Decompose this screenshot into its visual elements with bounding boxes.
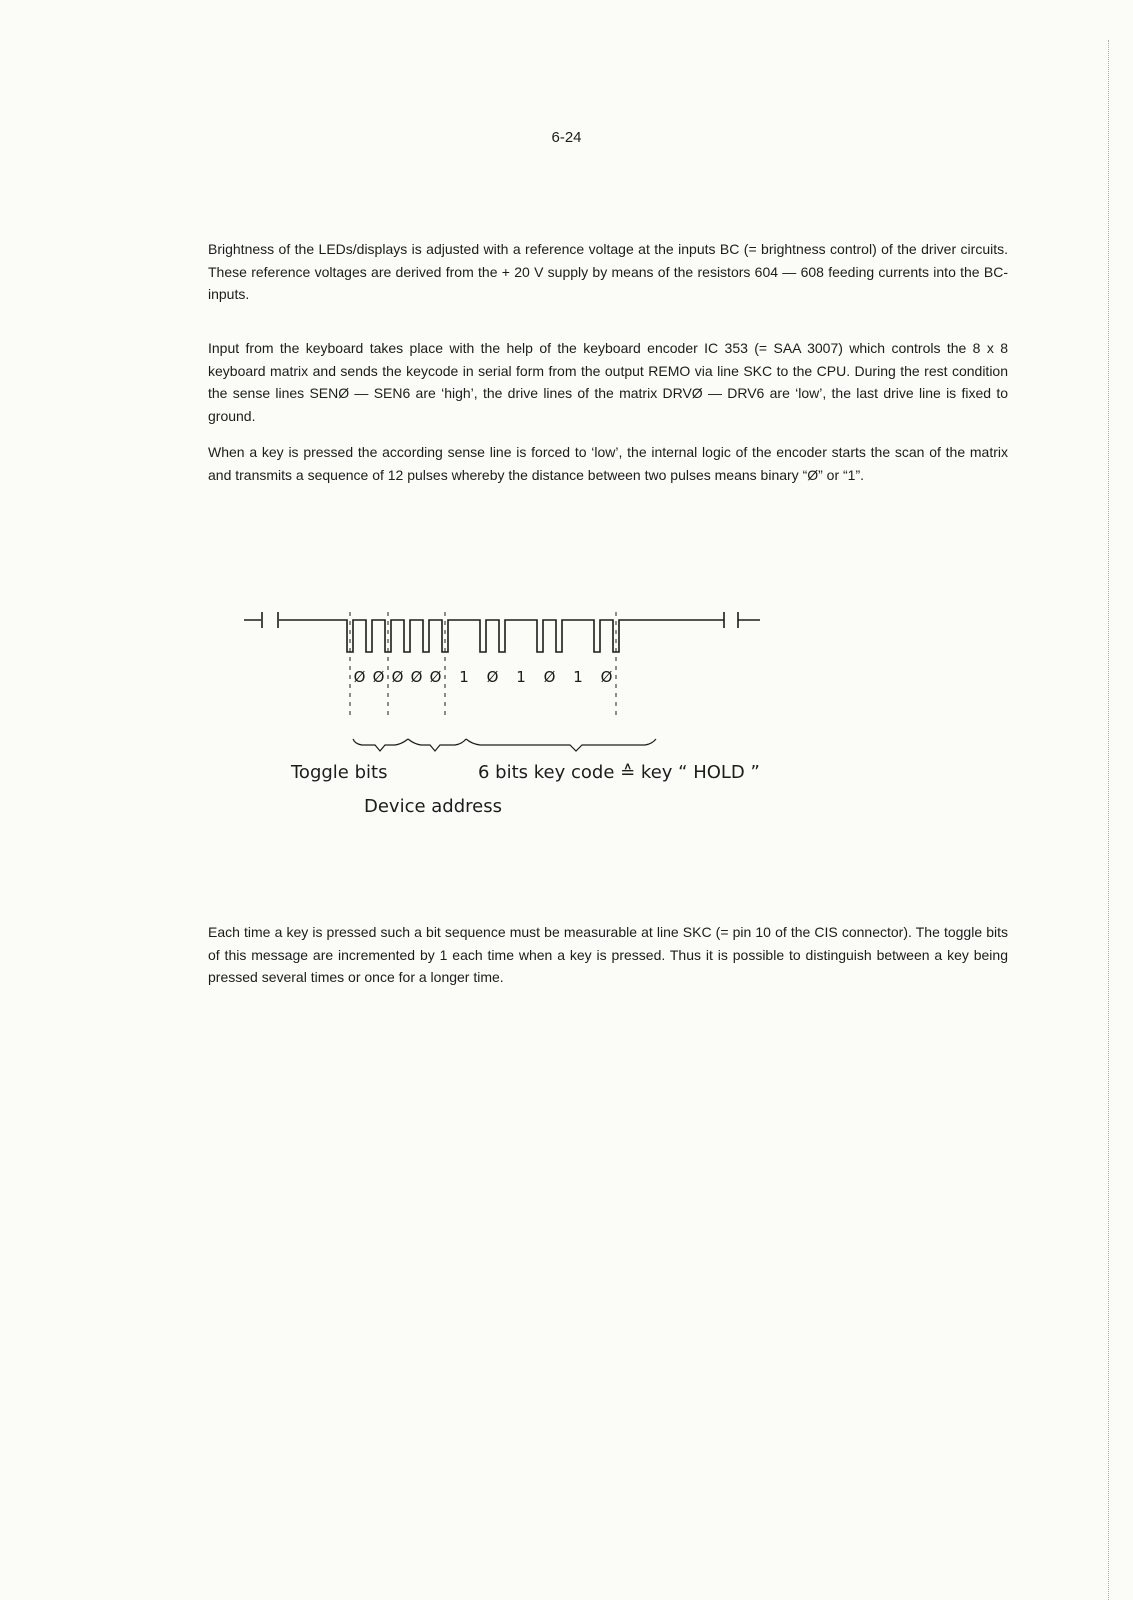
toggle-bracket <box>353 739 408 751</box>
group-brackets <box>353 739 656 751</box>
bit-label: Ø <box>372 668 385 686</box>
bit-label: Ø <box>410 668 423 686</box>
bit-label: 1 <box>516 668 526 686</box>
bit-label: Ø <box>543 668 556 686</box>
bit-label: 1 <box>573 668 583 686</box>
paragraph-keyboard-input: Input from the keyboard takes place with the help of the keyboard encoder IC 353 (= SAA 3007) which controls the 8 x 8 keyboard matrix and sends the keycode in serial form from the output REMO via line SKC to the CPU. During the rest condition the sense lines SENØ — SEN6 are ‘high’, the drive lines of the matrix DRVØ — DRV6 are ‘low’, the last drive line is fixed to ground. <box>208 340 1008 424</box>
toggle-bits-label: Toggle bits <box>291 762 388 783</box>
pulse-waveform <box>244 612 760 718</box>
pulse-train <box>244 620 760 652</box>
device-bracket <box>408 739 466 751</box>
bit-label: 1 <box>459 668 469 686</box>
paragraph-toggle-bits: Each time a key is pressed such a bit sequence must be measurable at line SKC (= pin 10 of the CIS connector). The toggle bits of this message are incremented by 1 each time when a key is pressed. Thus it is possible to distinguish between a key being pressed several times or once for a longer time. <box>208 924 1008 985</box>
paragraph-brightness: Brightness of the LEDs/displays is adjusted with a reference voltage at the inputs BC (= brightness control) of the driver circuits. These reference voltages are derived from the + 20 V supply by means of the resistors 604 — 608 feeding currents into the BC-inputs. <box>208 241 1008 302</box>
bit-label: Ø <box>486 668 499 686</box>
key-code-label: 6 bits key code ≙ key “ HOLD ” <box>478 762 760 783</box>
paragraph-key-pressed: When a key is pressed the according sense line is forced to ‘low’, the internal logic of the encoder starts the scan of the matrix and transmits a sequence of 12 pulses whereby the distance between two pulses means binary “Ø” or “1”. <box>208 444 1008 483</box>
bit-values <box>354 668 613 686</box>
bit-label: Ø <box>353 668 366 686</box>
bit-label: Ø <box>391 668 404 686</box>
bit-label: Ø <box>429 668 442 686</box>
scan-edge-mark <box>1108 40 1109 1600</box>
device-address-label: Device address <box>364 796 502 817</box>
keycode-bracket <box>466 739 656 751</box>
page-number: 6-24 <box>551 129 582 146</box>
bit-label: Ø <box>600 668 613 686</box>
